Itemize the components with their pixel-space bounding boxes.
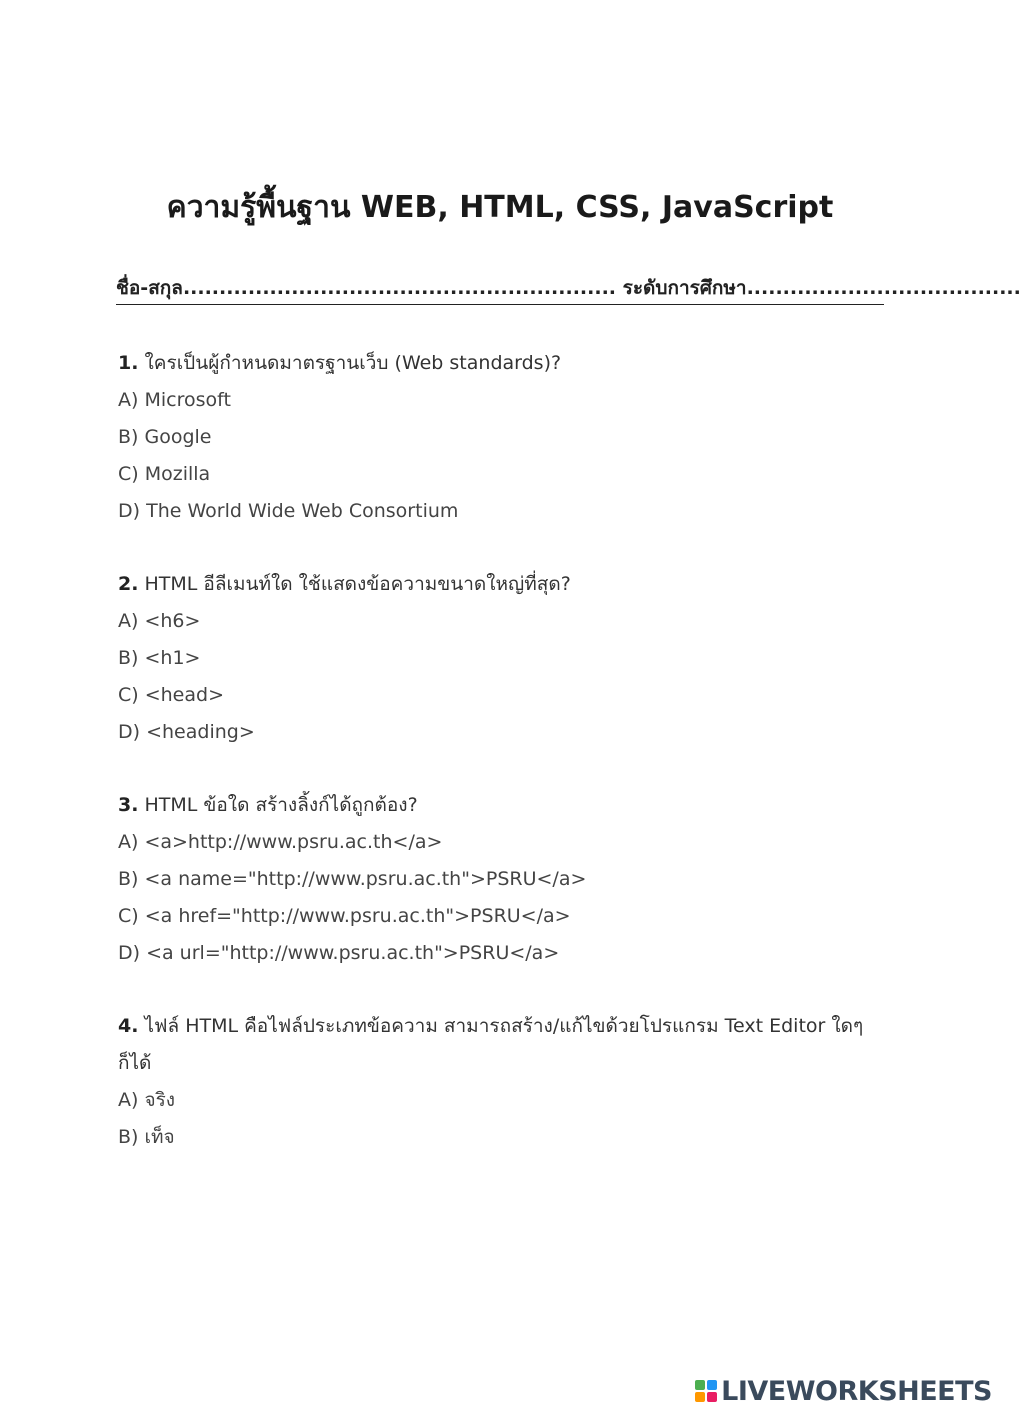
question-prompt: HTML อีลีเมนท์ใด ใช้แสดงข้อความขนาดใหญ่ที่สุด? [144,573,571,595]
answer-option[interactable]: B) <h1> [118,647,201,669]
answer-option[interactable]: D) <a url="http://www.psru.ac.th">PSRU</a> [118,942,560,964]
question-prompt: ใครเป็นผู้กำหนดมาตรฐานเว็บ (Web standards)? [144,352,562,374]
question-3 [118,787,878,972]
answer-option[interactable]: A) <a>http://www.psru.ac.th</a> [118,831,443,853]
name-blank[interactable]: ............................................................ [182,277,617,299]
answer-option[interactable]: C) <a href="http://www.psru.ac.th">PSRU</a> [118,905,571,927]
answer-option[interactable]: A) จริง [118,1089,176,1111]
answer-option[interactable]: C) <head> [118,684,224,706]
page-title: ความรู้พื้นฐาน WEB, HTML, CSS, JavaScript [166,190,834,225]
logo-text: LIVEWORKSHEETS [721,1375,992,1407]
question-prompt: ไฟล์ HTML คือไฟล์ประเภทข้อความ สามารถสร้าง/แก้ไขด้วยโปรแกรม Text Editor ใดๆก็ได้ [118,1015,864,1074]
liveworksheets-logo [695,1373,992,1409]
question-text [118,566,878,603]
level-blank[interactable]: ...................................... [746,277,1021,299]
answer-option[interactable]: B) เท็จ [118,1126,175,1148]
answer-option[interactable]: D) The World Wide Web Consortium [118,500,459,522]
answer-option[interactable]: A) <h6> [118,610,201,632]
question-number: 3. [118,794,139,816]
answer-option[interactable]: B) <a name="http://www.psru.ac.th">PSRU</a> [118,868,587,890]
question-2 [118,566,878,751]
answer-option[interactable]: A) Microsoft [118,389,231,411]
question-number: 1. [118,352,139,374]
question-number: 2. [118,573,139,595]
level-label: ระดับการศึกษา [622,277,747,299]
student-info-line [116,274,1021,305]
question-1 [118,345,878,530]
question-number: 4. [118,1015,139,1037]
logo-icon [695,1380,717,1402]
question-text [118,787,878,824]
question-text [118,1008,878,1082]
answer-option[interactable]: C) Mozilla [118,463,211,485]
question-prompt: HTML ข้อใด สร้างลิ้งก์ได้ถูกต้อง? [144,794,418,816]
question-text [118,345,878,382]
name-label: ชื่อ-สกุล [116,277,183,299]
answer-option[interactable]: B) Google [118,426,212,448]
answer-option[interactable]: D) <heading> [118,721,255,743]
question-4 [118,1008,878,1156]
